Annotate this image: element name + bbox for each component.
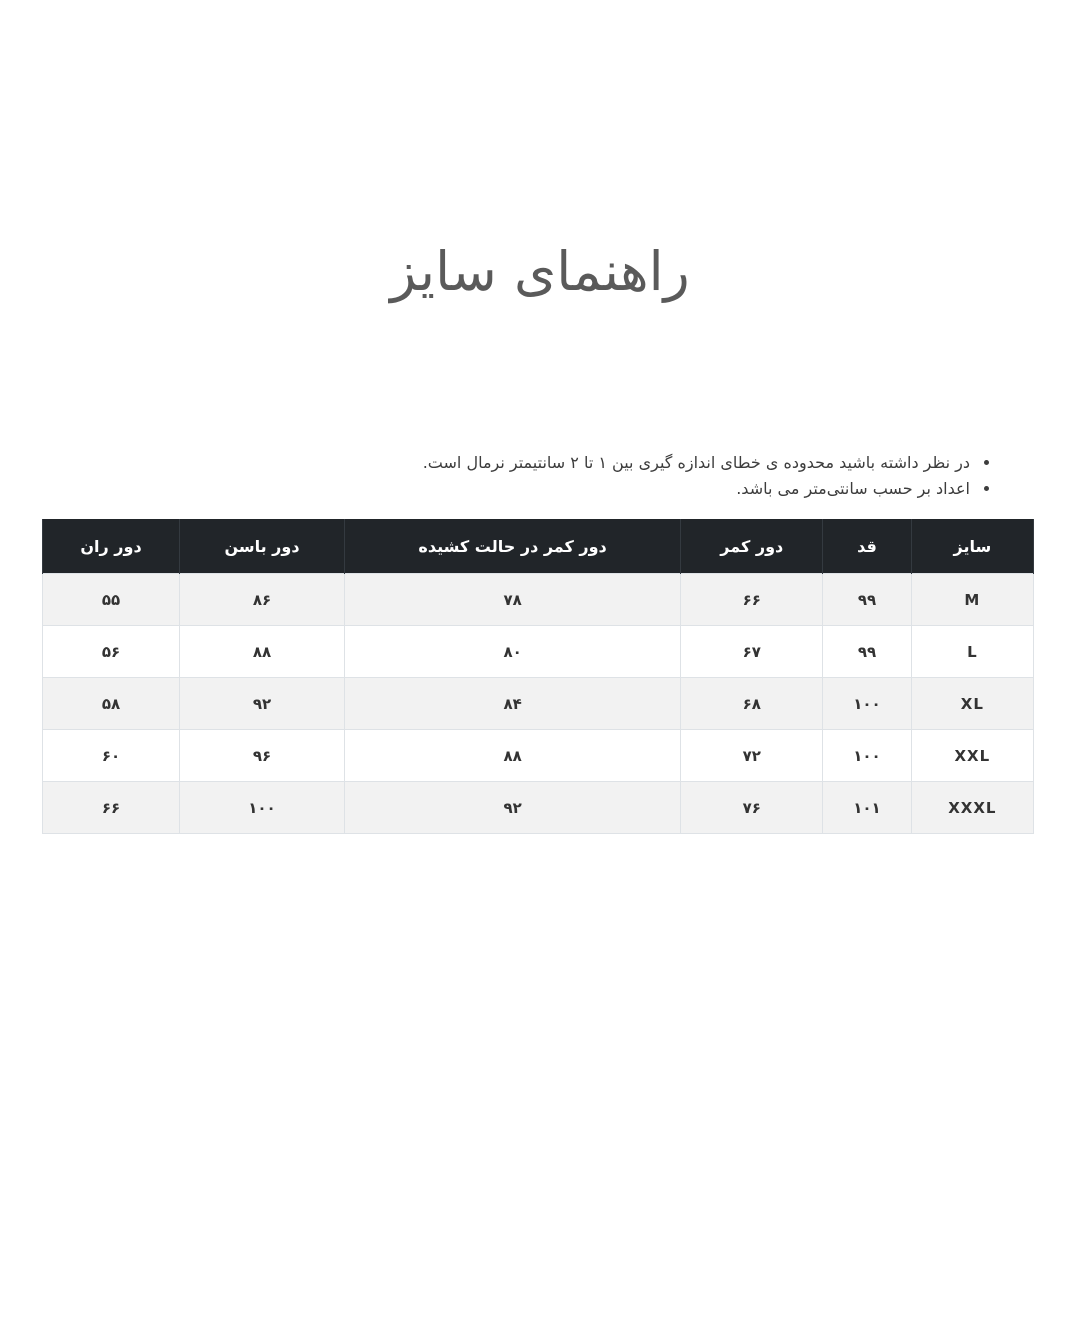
cell-thigh: ۶۰ xyxy=(43,730,180,782)
cell-thigh: ۶۶ xyxy=(43,782,180,834)
page-title: راهنمای سایز xyxy=(390,240,690,303)
table-row xyxy=(43,626,1034,678)
header-hip: دور باسن xyxy=(180,519,345,574)
cell-size: XL xyxy=(911,678,1033,730)
cell-waist: ۶۶ xyxy=(681,574,823,626)
cell-height: ۹۹ xyxy=(823,626,911,678)
cell-height: ۱۰۰ xyxy=(823,678,911,730)
cell-thigh: ۵۶ xyxy=(43,626,180,678)
cell-waist-stretched: ۸۸ xyxy=(344,730,680,782)
cell-size: XXXL xyxy=(911,782,1033,834)
cell-height: ۱۰۰ xyxy=(823,730,911,782)
header-height: قد xyxy=(823,519,911,574)
cell-waist-stretched: ۸۴ xyxy=(344,678,680,730)
cell-height: ۹۹ xyxy=(823,574,911,626)
cell-waist: ۷۶ xyxy=(681,782,823,834)
note-measurement-error: • در نظر داشته باشید محدوده ی خطای اندازه گیری بین ۱ تا ۲ سانتیمتر نرمال است. xyxy=(272,450,972,476)
cell-waist: ۶۸ xyxy=(681,678,823,730)
cell-waist-stretched: ۸۰ xyxy=(344,626,680,678)
table-header-row xyxy=(43,519,1034,574)
header-waist-stretched: دور کمر در حالت کشیده xyxy=(344,519,680,574)
header-thigh: دور ران xyxy=(43,519,180,574)
header-waist: دور کمر xyxy=(681,519,823,574)
cell-waist: ۷۲ xyxy=(681,730,823,782)
cell-hip: ۸۸ xyxy=(180,626,345,678)
cell-hip: ۱۰۰ xyxy=(180,782,345,834)
table-row xyxy=(43,782,1034,834)
cell-hip: ۹۲ xyxy=(180,678,345,730)
note-units: • اعداد بر حسب سانتی‌متر می باشد. xyxy=(272,476,972,502)
cell-waist-stretched: ۷۸ xyxy=(344,574,680,626)
cell-size: L xyxy=(911,626,1033,678)
cell-height: ۱۰۱ xyxy=(823,782,911,834)
size-table xyxy=(42,519,1034,834)
cell-thigh: ۵۵ xyxy=(43,574,180,626)
table-row xyxy=(43,730,1034,782)
cell-waist: ۶۷ xyxy=(681,626,823,678)
table-row xyxy=(43,678,1034,730)
cell-size: M xyxy=(911,574,1033,626)
cell-hip: ۸۶ xyxy=(180,574,345,626)
cell-thigh: ۵۸ xyxy=(43,678,180,730)
cell-hip: ۹۶ xyxy=(180,730,345,782)
cell-size: XXL xyxy=(911,730,1033,782)
cell-waist-stretched: ۹۲ xyxy=(344,782,680,834)
notes-list xyxy=(272,450,990,502)
table-row xyxy=(43,574,1034,626)
header-size: سایز xyxy=(911,519,1033,574)
